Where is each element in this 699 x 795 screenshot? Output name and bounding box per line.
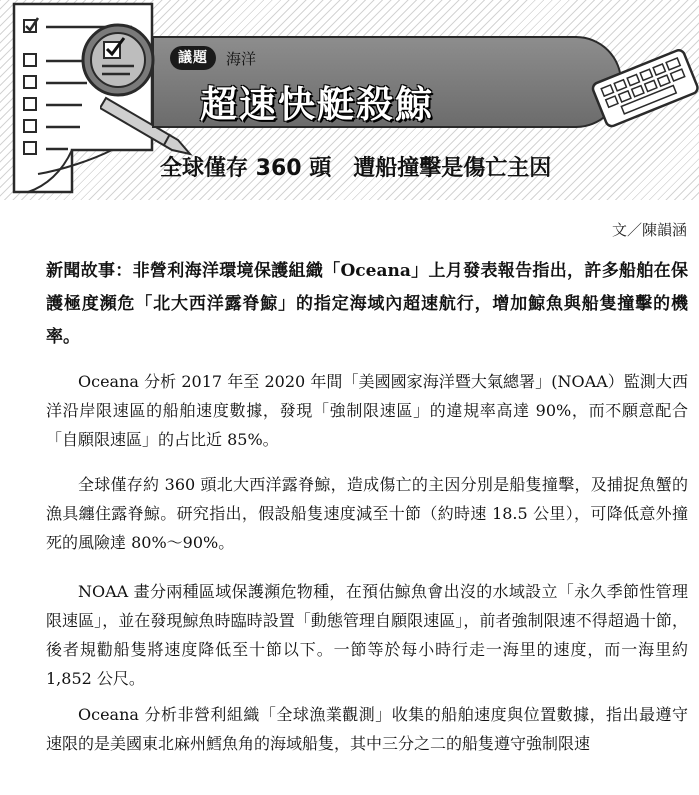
body-paragraph: Oceana 分析 2017 年至 2020 年間「美國國家海洋暨大氣總署」(NOAA）監測大西洋沿岸限速區的船舶速度數據，發現「強制限速區」的違規率高達 90%，而不願意配合「自願限速區」的占比近 85%。	[46, 372, 688, 449]
article-title: 超速快艇殺鯨	[200, 83, 434, 126]
lead-paragraph: 新聞故事：非營利海洋環境保護組織「Oceana」上月發表報告指出，許多船舶在保護極度瀕危「北大西洋露脊鯨」的指定海域內超速航行，增加鯨魚與船隻撞擊的機率。	[46, 261, 688, 347]
author-byline: 文／陳韻涵	[611, 221, 687, 239]
body-paragraph: Oceana 分析非營利組織「全球漁業觀測」收集的船舶速度與位置數據，指出最遵守速限的是美國東北麻州鱈魚角的海域船隻，其中三分之二的船隻遵守強制限速	[46, 705, 688, 753]
body-paragraph: NOAA 畫分兩種區域保護瀕危物種，在預估鯨魚會出沒的水域設立「永久季節性管理限速區」，並在發現鯨魚時臨時設置「動態管理自願限速區」，前者強制限速不得超過十節，後者規勸船隻將速度降低至十節以下。一節等於每小時行走一海里的速度，而一海里約 1,852 公尺。	[46, 582, 688, 688]
topic-category: 海洋	[226, 50, 257, 68]
keyboard-icon	[588, 38, 699, 138]
body-paragraph: 全球僅存約 360 頭北大西洋露脊鯨，造成傷亡的主因分別是船隻撞擊，及捕捉魚蟹的漁具纏住露脊鯨。研究指出，假設船隻速度減至十節（約時速 18.5 公里），可降低意外撞死的風險達 80%～90%。	[46, 475, 688, 552]
topic-tag: 議題	[170, 46, 216, 70]
checkbox-badge-icon	[80, 22, 156, 98]
article-subtitle: 全球僅存 360 頭 遭船撞擊是傷亡主因	[160, 156, 552, 181]
